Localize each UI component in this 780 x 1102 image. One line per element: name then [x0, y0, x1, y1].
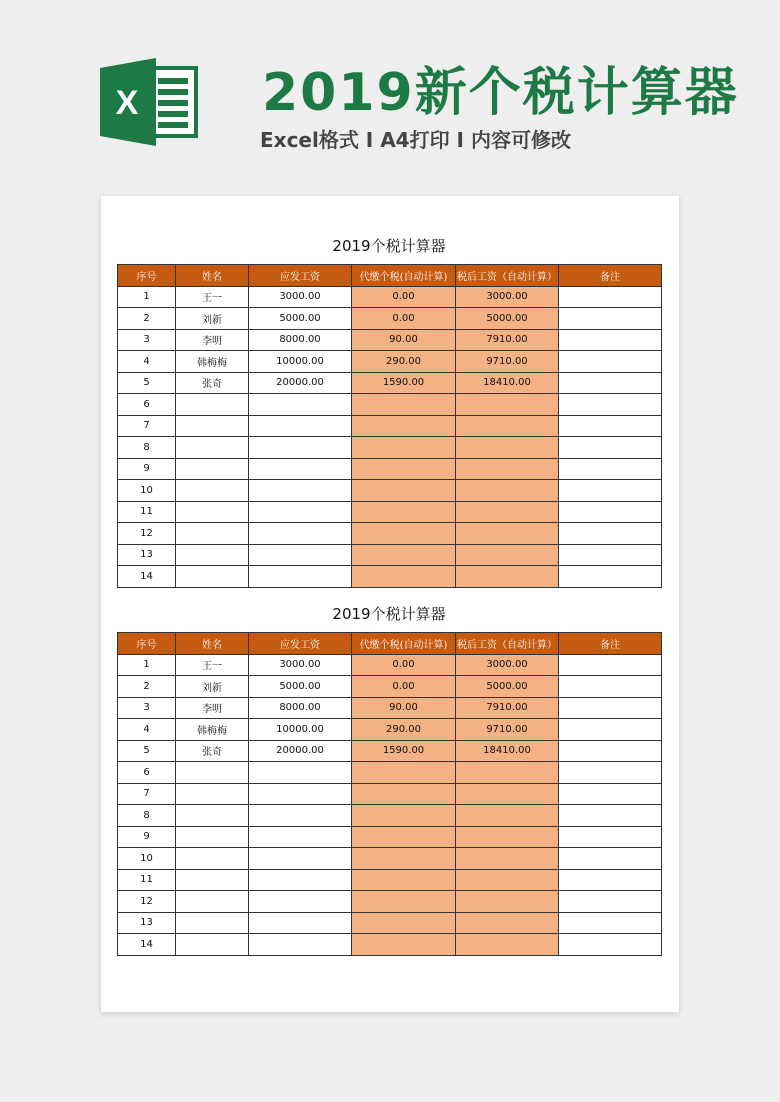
table-cell[interactable]: [352, 783, 456, 805]
table-cell[interactable]: [176, 783, 249, 805]
table-cell[interactable]: [249, 891, 352, 913]
table-cell[interactable]: [559, 740, 662, 762]
table-row: [118, 805, 662, 827]
table-row: [118, 437, 662, 459]
table-cell[interactable]: 10000.00: [249, 719, 352, 741]
table-cell[interactable]: [456, 544, 559, 566]
table-cell[interactable]: 12: [118, 523, 176, 545]
table-cell[interactable]: 10: [118, 848, 176, 870]
table-cell[interactable]: 8: [118, 437, 176, 459]
table-cell[interactable]: [352, 437, 456, 459]
table-row: [118, 676, 662, 698]
table-cell[interactable]: [456, 869, 559, 891]
table-cell[interactable]: 3: [118, 329, 176, 351]
table-row: [118, 286, 662, 308]
column-header: 税后工资（自动计算）: [456, 633, 559, 655]
table-cell[interactable]: 9: [118, 826, 176, 848]
table-cell[interactable]: [352, 415, 456, 437]
table-cell[interactable]: [456, 458, 559, 480]
table-cell[interactable]: 1: [118, 654, 176, 676]
table-cell[interactable]: 12: [118, 891, 176, 913]
table-cell[interactable]: [352, 891, 456, 913]
table-cell[interactable]: [176, 501, 249, 523]
table-cell[interactable]: [559, 308, 662, 330]
table-cell[interactable]: 20000.00: [249, 740, 352, 762]
table-cell[interactable]: [559, 437, 662, 459]
table-cell[interactable]: 10: [118, 480, 176, 502]
table-cell[interactable]: [249, 826, 352, 848]
table-row: [118, 480, 662, 502]
table-cell[interactable]: 5000.00: [456, 676, 559, 698]
table-cell[interactable]: [352, 934, 456, 956]
sheet-title: 2019个税计算器: [332, 237, 446, 255]
table-cell[interactable]: [176, 848, 249, 870]
table-cell[interactable]: [249, 501, 352, 523]
table-cell[interactable]: [249, 480, 352, 502]
table-cell[interactable]: [176, 805, 249, 827]
table-cell[interactable]: [456, 934, 559, 956]
table-cell[interactable]: [176, 762, 249, 784]
table-cell[interactable]: 11: [118, 869, 176, 891]
tax-table: [117, 264, 662, 588]
table-cell[interactable]: 5000.00: [249, 308, 352, 330]
table-cell[interactable]: [559, 523, 662, 545]
header-row: [118, 265, 662, 287]
table-row: [118, 372, 662, 394]
column-header: 备注: [559, 633, 662, 655]
column-header: 应发工资: [249, 265, 352, 287]
table-cell[interactable]: [176, 826, 249, 848]
table-cell[interactable]: [559, 912, 662, 934]
column-header: 姓名: [176, 265, 249, 287]
table-cell[interactable]: 5000.00: [456, 308, 559, 330]
table-cell[interactable]: 1: [118, 286, 176, 308]
table-cell[interactable]: [249, 394, 352, 416]
table-cell[interactable]: [559, 480, 662, 502]
table-row: [118, 351, 662, 373]
table-cell[interactable]: 5: [118, 740, 176, 762]
table-cell[interactable]: [176, 544, 249, 566]
table-cell[interactable]: 0.00: [352, 654, 456, 676]
table-cell[interactable]: 4: [118, 719, 176, 741]
table-row: [118, 458, 662, 480]
table-cell[interactable]: [559, 869, 662, 891]
table-cell[interactable]: 7910.00: [456, 697, 559, 719]
table-row: [118, 719, 662, 741]
table-cell[interactable]: 韩梅梅: [176, 719, 249, 741]
table-cell[interactable]: [176, 869, 249, 891]
table-cell[interactable]: [249, 912, 352, 934]
table-cell[interactable]: 8000.00: [249, 329, 352, 351]
svg-text:X: X: [115, 84, 139, 122]
table-row: [118, 394, 662, 416]
table-cell[interactable]: [249, 805, 352, 827]
column-header: 代缴个税(自动计算): [352, 265, 456, 287]
table-cell[interactable]: [352, 458, 456, 480]
table-cell[interactable]: 3000.00: [456, 286, 559, 308]
table-row: [118, 544, 662, 566]
table-cell[interactable]: [559, 934, 662, 956]
table-cell[interactable]: [176, 523, 249, 545]
table-cell[interactable]: [456, 783, 559, 805]
table-cell[interactable]: [352, 848, 456, 870]
excel-logo-icon: [100, 58, 200, 146]
table-row: [118, 848, 662, 870]
table-row: [118, 566, 662, 588]
table-cell[interactable]: 王一: [176, 286, 249, 308]
table-cell[interactable]: [559, 826, 662, 848]
table-cell[interactable]: [559, 351, 662, 373]
table-cell[interactable]: [352, 394, 456, 416]
table-cell[interactable]: 李明: [176, 329, 249, 351]
table-cell[interactable]: 290.00: [352, 351, 456, 373]
table-cell[interactable]: [559, 415, 662, 437]
table-cell[interactable]: [176, 458, 249, 480]
table-cell[interactable]: [352, 805, 456, 827]
table-cell[interactable]: [559, 783, 662, 805]
table-cell[interactable]: 20000.00: [249, 372, 352, 394]
table-cell[interactable]: 6: [118, 394, 176, 416]
table-cell[interactable]: 韩梅梅: [176, 351, 249, 373]
table-cell[interactable]: 李明: [176, 697, 249, 719]
table-row: [118, 697, 662, 719]
table-row: [118, 783, 662, 805]
column-header: 序号: [118, 633, 176, 655]
table-cell[interactable]: 5: [118, 372, 176, 394]
table-cell[interactable]: [176, 912, 249, 934]
table-cell[interactable]: [559, 394, 662, 416]
table-row: [118, 826, 662, 848]
table-cell[interactable]: [456, 523, 559, 545]
table-cell[interactable]: 290.00: [352, 719, 456, 741]
table-cell[interactable]: [176, 934, 249, 956]
table-cell[interactable]: 4: [118, 351, 176, 373]
table-cell[interactable]: [559, 654, 662, 676]
table-cell[interactable]: 3: [118, 697, 176, 719]
column-header: 备注: [559, 265, 662, 287]
table-cell[interactable]: 3000.00: [249, 286, 352, 308]
table-cell[interactable]: [249, 762, 352, 784]
table-cell[interactable]: [352, 501, 456, 523]
table-cell[interactable]: [249, 523, 352, 545]
table-cell[interactable]: [176, 480, 249, 502]
table-cell[interactable]: [456, 762, 559, 784]
a4-page: [101, 196, 679, 1012]
table-cell[interactable]: 7910.00: [456, 329, 559, 351]
table-cell[interactable]: 张奇: [176, 740, 249, 762]
table-cell[interactable]: 6: [118, 762, 176, 784]
table-cell[interactable]: [456, 566, 559, 588]
table-cell[interactable]: [559, 848, 662, 870]
table-cell[interactable]: [559, 501, 662, 523]
table-cell[interactable]: [559, 676, 662, 698]
banner-title: 2019新个税计算器: [262, 63, 739, 123]
table-cell[interactable]: 18410.00: [456, 372, 559, 394]
table-cell[interactable]: [456, 891, 559, 913]
table-row: [118, 415, 662, 437]
table-cell[interactable]: [249, 415, 352, 437]
tax-sheet-2: [117, 596, 661, 956]
table-cell[interactable]: [176, 437, 249, 459]
table-cell[interactable]: [249, 437, 352, 459]
column-header: 应发工资: [249, 633, 352, 655]
table-cell[interactable]: [559, 458, 662, 480]
table-row: [118, 654, 662, 676]
table-cell[interactable]: 18410.00: [456, 740, 559, 762]
tax-sheet-1: [117, 228, 661, 588]
table-row: [118, 912, 662, 934]
table-cell[interactable]: [352, 762, 456, 784]
table-cell[interactable]: 0.00: [352, 286, 456, 308]
table-cell[interactable]: 0.00: [352, 676, 456, 698]
column-header: 姓名: [176, 633, 249, 655]
table-cell[interactable]: [559, 329, 662, 351]
table-cell[interactable]: 2: [118, 676, 176, 698]
table-cell[interactable]: [456, 437, 559, 459]
table-cell[interactable]: [559, 566, 662, 588]
table-cell[interactable]: 1590.00: [352, 740, 456, 762]
table-cell[interactable]: [249, 458, 352, 480]
table-cell[interactable]: 0.00: [352, 308, 456, 330]
table-cell[interactable]: 3000.00: [249, 654, 352, 676]
table-cell[interactable]: [559, 697, 662, 719]
table-cell[interactable]: [456, 501, 559, 523]
table-cell[interactable]: 刘新: [176, 308, 249, 330]
table-cell[interactable]: 13: [118, 544, 176, 566]
table-cell[interactable]: [352, 566, 456, 588]
table-cell[interactable]: [559, 891, 662, 913]
table-cell[interactable]: [456, 480, 559, 502]
table-cell[interactable]: [249, 869, 352, 891]
table-row: [118, 501, 662, 523]
table-cell[interactable]: 张奇: [176, 372, 249, 394]
table-cell[interactable]: 14: [118, 934, 176, 956]
table-row: [118, 329, 662, 351]
table-row: [118, 891, 662, 913]
table-row: [118, 308, 662, 330]
table-cell[interactable]: [559, 805, 662, 827]
table-cell[interactable]: 2: [118, 308, 176, 330]
table-cell[interactable]: 8000.00: [249, 697, 352, 719]
table-cell[interactable]: [456, 805, 559, 827]
table-cell[interactable]: [176, 891, 249, 913]
table-cell[interactable]: [559, 286, 662, 308]
table-cell[interactable]: [249, 848, 352, 870]
table-cell[interactable]: [456, 848, 559, 870]
table-cell[interactable]: 7: [118, 415, 176, 437]
table-row: [118, 740, 662, 762]
table-cell[interactable]: [249, 783, 352, 805]
table-cell[interactable]: [559, 544, 662, 566]
table-cell[interactable]: [352, 869, 456, 891]
table-cell[interactable]: [559, 762, 662, 784]
banner-subtitle: Excel格式 I A4打印 I 内容可修改: [260, 128, 571, 152]
column-header: 税后工资（自动计算）: [456, 265, 559, 287]
tax-table: [117, 632, 662, 956]
table-cell[interactable]: [456, 912, 559, 934]
table-cell[interactable]: [352, 544, 456, 566]
table-cell[interactable]: 13: [118, 912, 176, 934]
table-cell[interactable]: 刘新: [176, 676, 249, 698]
table-cell[interactable]: [249, 934, 352, 956]
table-cell[interactable]: [176, 415, 249, 437]
table-cell[interactable]: [456, 415, 559, 437]
table-cell[interactable]: [352, 912, 456, 934]
table-cell[interactable]: [352, 523, 456, 545]
table-cell[interactable]: 11: [118, 501, 176, 523]
table-cell[interactable]: 5000.00: [249, 676, 352, 698]
header-row: [118, 633, 662, 655]
table-row: [118, 934, 662, 956]
table-cell[interactable]: [176, 566, 249, 588]
sheet-title: 2019个税计算器: [332, 605, 446, 623]
table-cell[interactable]: 90.00: [352, 329, 456, 351]
table-cell[interactable]: [559, 719, 662, 741]
table-cell[interactable]: [456, 394, 559, 416]
table-cell[interactable]: 10000.00: [249, 351, 352, 373]
table-cell[interactable]: 7: [118, 783, 176, 805]
table-cell[interactable]: 90.00: [352, 697, 456, 719]
table-cell[interactable]: 1590.00: [352, 372, 456, 394]
column-header: 序号: [118, 265, 176, 287]
table-cell[interactable]: 王一: [176, 654, 249, 676]
table-row: [118, 762, 662, 784]
table-cell[interactable]: 3000.00: [456, 654, 559, 676]
table-cell[interactable]: 14: [118, 566, 176, 588]
table-cell[interactable]: 9710.00: [456, 719, 559, 741]
table-cell[interactable]: 9710.00: [456, 351, 559, 373]
table-cell[interactable]: 9: [118, 458, 176, 480]
table-cell[interactable]: [456, 826, 559, 848]
table-cell[interactable]: [559, 372, 662, 394]
table-row: [118, 869, 662, 891]
table-cell[interactable]: [249, 544, 352, 566]
table-cell[interactable]: 8: [118, 805, 176, 827]
table-cell[interactable]: [249, 566, 352, 588]
table-cell[interactable]: [352, 480, 456, 502]
column-header: 代缴个税(自动计算): [352, 633, 456, 655]
table-row: [118, 523, 662, 545]
table-cell[interactable]: [352, 826, 456, 848]
table-cell[interactable]: [176, 394, 249, 416]
